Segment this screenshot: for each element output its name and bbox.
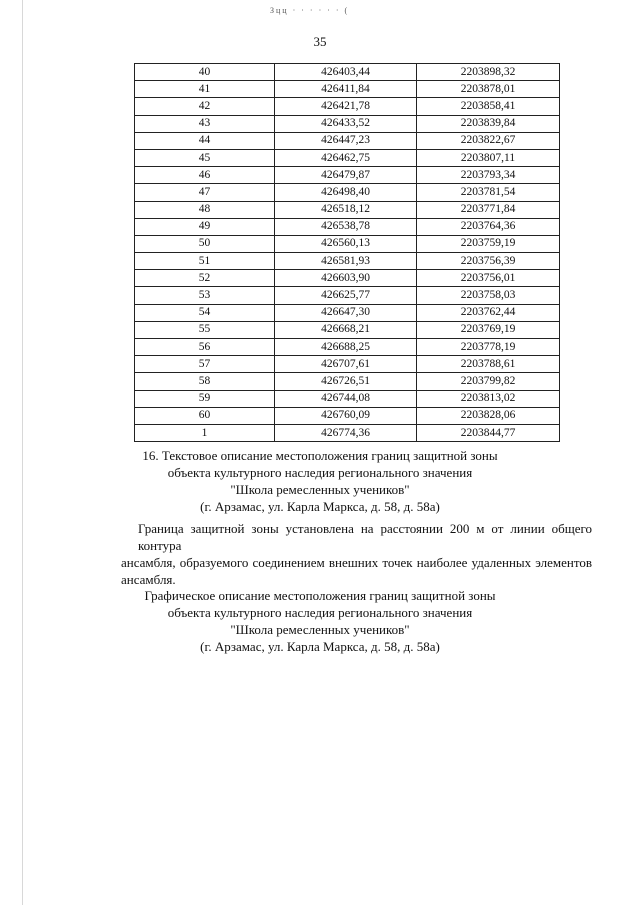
point-number-cell: 47 — [135, 184, 275, 201]
y-coordinate-cell: 2203769,19 — [417, 321, 560, 338]
table-row — [135, 149, 560, 166]
x-coordinate-cell: 426760,09 — [275, 407, 417, 424]
section-16-heading-line: (г. Арзамас, ул. Карла Маркса, д. 58, д. 58а) — [200, 499, 440, 514]
table-row — [135, 201, 560, 218]
y-coordinate-cell: 2203778,19 — [417, 339, 560, 356]
x-coordinate-cell: 426603,90 — [275, 270, 417, 287]
table-row — [135, 321, 560, 338]
graphic-heading-line: (г. Арзамас, ул. Карла Маркса, д. 58, д. 58а) — [200, 639, 440, 654]
table-row — [135, 184, 560, 201]
point-number-cell: 40 — [135, 64, 275, 81]
coordinates-table — [134, 63, 560, 442]
y-coordinate-cell: 2203822,67 — [417, 132, 560, 149]
paragraph-line: ансамбля, образуемого соединением внешних точек наиболее удаленных элементов — [121, 555, 592, 570]
y-coordinate-cell: 2203844,77 — [417, 424, 560, 441]
protection-zone-paragraph — [121, 520, 592, 588]
section-16-heading-line: объекта культурного наследия регионального значения — [167, 465, 473, 480]
x-coordinate-cell: 426538,78 — [275, 218, 417, 235]
point-number-cell: 43 — [135, 115, 275, 132]
graphic-heading-line: Графическое описание местоположения границ защитной зоны — [144, 588, 496, 603]
table-row — [135, 253, 560, 270]
table-row — [135, 235, 560, 252]
table-row — [135, 132, 560, 149]
point-number-cell: 53 — [135, 287, 275, 304]
point-number-cell: 1 — [135, 424, 275, 441]
x-coordinate-cell: 426581,93 — [275, 253, 417, 270]
table-row — [135, 64, 560, 81]
point-number-cell: 55 — [135, 321, 275, 338]
table-row — [135, 407, 560, 424]
y-coordinate-cell: 2203756,01 — [417, 270, 560, 287]
y-coordinate-cell: 2203781,54 — [417, 184, 560, 201]
y-coordinate-cell: 2203788,61 — [417, 356, 560, 373]
section-16-heading-line: "Школа ремесленных учеников" — [230, 482, 410, 497]
x-coordinate-cell: 426433,52 — [275, 115, 417, 132]
table-row — [135, 270, 560, 287]
point-number-cell: 59 — [135, 390, 275, 407]
x-coordinate-cell: 426774,36 — [275, 424, 417, 441]
point-number-cell: 50 — [135, 235, 275, 252]
point-number-cell: 54 — [135, 304, 275, 321]
point-number-cell: 51 — [135, 253, 275, 270]
y-coordinate-cell: 2203858,41 — [417, 98, 560, 115]
table-row — [135, 81, 560, 98]
point-number-cell: 46 — [135, 167, 275, 184]
page-number: 35 — [313, 34, 327, 49]
table-row — [135, 98, 560, 115]
y-coordinate-cell: 2203771,84 — [417, 201, 560, 218]
y-coordinate-cell: 2203839,84 — [417, 115, 560, 132]
x-coordinate-cell: 426447,23 — [275, 132, 417, 149]
point-number-cell: 41 — [135, 81, 275, 98]
point-number-cell: 52 — [135, 270, 275, 287]
x-coordinate-cell: 426625,77 — [275, 287, 417, 304]
table-row — [135, 218, 560, 235]
point-number-cell: 56 — [135, 339, 275, 356]
scan-mark: Зцц · · · · · · ( — [270, 6, 350, 15]
x-coordinate-cell: 426744,08 — [275, 390, 417, 407]
x-coordinate-cell: 426462,75 — [275, 149, 417, 166]
x-coordinate-cell: 426726,51 — [275, 373, 417, 390]
table-row — [135, 115, 560, 132]
y-coordinate-cell: 2203898,32 — [417, 64, 560, 81]
graphic-heading-line: объекта культурного наследия регионального значения — [167, 605, 473, 620]
y-coordinate-cell: 2203878,01 — [417, 81, 560, 98]
x-coordinate-cell: 426707,61 — [275, 356, 417, 373]
x-coordinate-cell: 426688,25 — [275, 339, 417, 356]
x-coordinate-cell: 426403,44 — [275, 64, 417, 81]
y-coordinate-cell: 2203793,34 — [417, 167, 560, 184]
y-coordinate-cell: 2203813,02 — [417, 390, 560, 407]
point-number-cell: 57 — [135, 356, 275, 373]
y-coordinate-cell: 2203764,36 — [417, 218, 560, 235]
x-coordinate-cell: 426411,84 — [275, 81, 417, 98]
y-coordinate-cell: 2203756,39 — [417, 253, 560, 270]
table-row — [135, 424, 560, 441]
table-row — [135, 287, 560, 304]
y-coordinate-cell: 2203807,11 — [417, 149, 560, 166]
table-row — [135, 390, 560, 407]
table-row — [135, 304, 560, 321]
paragraph-line: ансамбля. — [121, 572, 176, 587]
y-coordinate-cell: 2203799,82 — [417, 373, 560, 390]
graphic-heading-line: "Школа ремесленных учеников" — [230, 622, 410, 637]
graphic-description-heading — [0, 587, 640, 655]
x-coordinate-cell: 426647,30 — [275, 304, 417, 321]
y-coordinate-cell: 2203759,19 — [417, 235, 560, 252]
point-number-cell: 60 — [135, 407, 275, 424]
x-coordinate-cell: 426668,21 — [275, 321, 417, 338]
section-16-heading — [0, 447, 640, 515]
table-row — [135, 356, 560, 373]
x-coordinate-cell: 426421,78 — [275, 98, 417, 115]
x-coordinate-cell: 426498,40 — [275, 184, 417, 201]
x-coordinate-cell: 426560,13 — [275, 235, 417, 252]
paragraph-line: Граница защитной зоны установлена на расстоянии 200 м от линии общего контура — [138, 521, 592, 553]
point-number-cell: 48 — [135, 201, 275, 218]
table-row — [135, 339, 560, 356]
x-coordinate-cell: 426518,12 — [275, 201, 417, 218]
point-number-cell: 42 — [135, 98, 275, 115]
point-number-cell: 49 — [135, 218, 275, 235]
y-coordinate-cell: 2203758,03 — [417, 287, 560, 304]
y-coordinate-cell: 2203762,44 — [417, 304, 560, 321]
table-row — [135, 167, 560, 184]
point-number-cell: 44 — [135, 132, 275, 149]
y-coordinate-cell: 2203828,06 — [417, 407, 560, 424]
point-number-cell: 45 — [135, 149, 275, 166]
coordinates-table-body — [135, 64, 560, 442]
point-number-cell: 58 — [135, 373, 275, 390]
section-16-heading-line: 16. Текстовое описание местоположения границ защитной зоны — [142, 448, 498, 463]
table-row — [135, 373, 560, 390]
x-coordinate-cell: 426479,87 — [275, 167, 417, 184]
